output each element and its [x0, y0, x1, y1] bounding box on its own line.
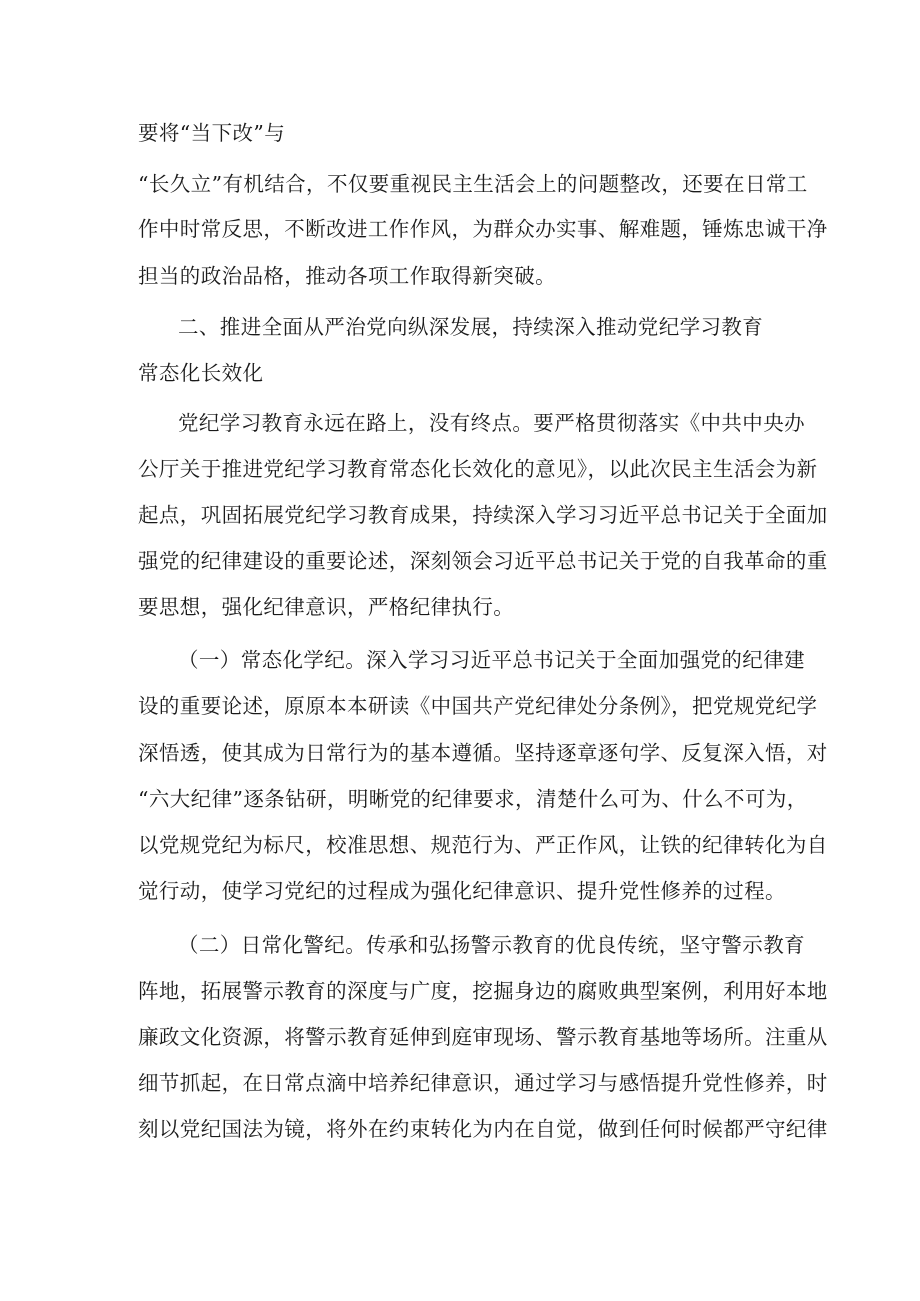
text-line: 深悟透，使其成为日常行为的基本遵循。坚持逐章逐句学、反复深入悟，对	[138, 741, 828, 765]
section-heading: 二、推进全面从严治党向纵深发展，持续深入推动党纪学习教育	[178, 315, 764, 339]
text-line: “六大纪律”逐条钻研，明晰党的纪律要求，清楚什么可为、什么不可为，	[138, 787, 808, 811]
section-heading-continued: 常态化长效化	[138, 361, 264, 385]
subsection-paragraph: （一）常态化学纪。深入学习习近平总书记关于全面加强党的纪律建	[178, 648, 805, 672]
text-line: 刻以党纪国法为镜，将外在约束转化为内在自觉，做到任何时候都严守纪律	[138, 1117, 828, 1141]
text-line: 觉行动，使学习党纪的过程成为强化纪律意识、提升党性修养的过程。	[138, 879, 786, 903]
subsection-paragraph: （二）日常化警纪。传承和弘扬警示教育的优良传统，坚守警示教育	[178, 933, 805, 957]
text-line: 细节抓起，在日常点滴中培养纪律意识，通过学习与感悟提升党性修养，时	[138, 1071, 828, 1095]
text-line: 设的重要论述，原原本本研读《中国共产党纪律处分条例》，把党规党纪学	[138, 694, 818, 718]
text-line: 担当的政治品格，推动各项工作取得新突破。	[138, 264, 556, 288]
text-line: 公厅关于推进党纪学习教育常态化长效化的意见》，以此次民主生活会为新	[138, 457, 818, 481]
text-line: 要思想，强化纪律意识，严格纪律执行。	[138, 595, 515, 619]
text-line: “长久立”有机结合，不仅要重视民主生活会上的问题整改，还要在日常工	[138, 172, 808, 196]
text-line: 要将“当下改”与	[138, 121, 286, 145]
text-line: 以党规党纪为标尺，校准思想、规范行为、严正作风，让铁的纪律转化为自	[138, 833, 828, 857]
text-line: 廉政文化资源，将警示教育延伸到庭审现场、警示教育基地等场所。注重从	[138, 1025, 828, 1049]
text-line: 起点，巩固拓展党纪学习教育成果，持续深入学习习近平总书记关于全面加	[138, 503, 828, 527]
text-line: 作中时常反思，不断改进工作作风，为群众办实事、解难题，锤炼忠诚干净	[138, 217, 828, 241]
text-line: 强党的纪律建设的重要论述，深刻领会习近平总书记关于党的自我革命的重	[138, 549, 828, 573]
text-line: 阵地，拓展警示教育的深度与广度，挖掘身边的腐败典型案例，利用好本地	[138, 979, 828, 1003]
text-line: 党纪学习教育永远在路上，没有终点。要严格贯彻落实《中共中央办	[178, 411, 805, 435]
